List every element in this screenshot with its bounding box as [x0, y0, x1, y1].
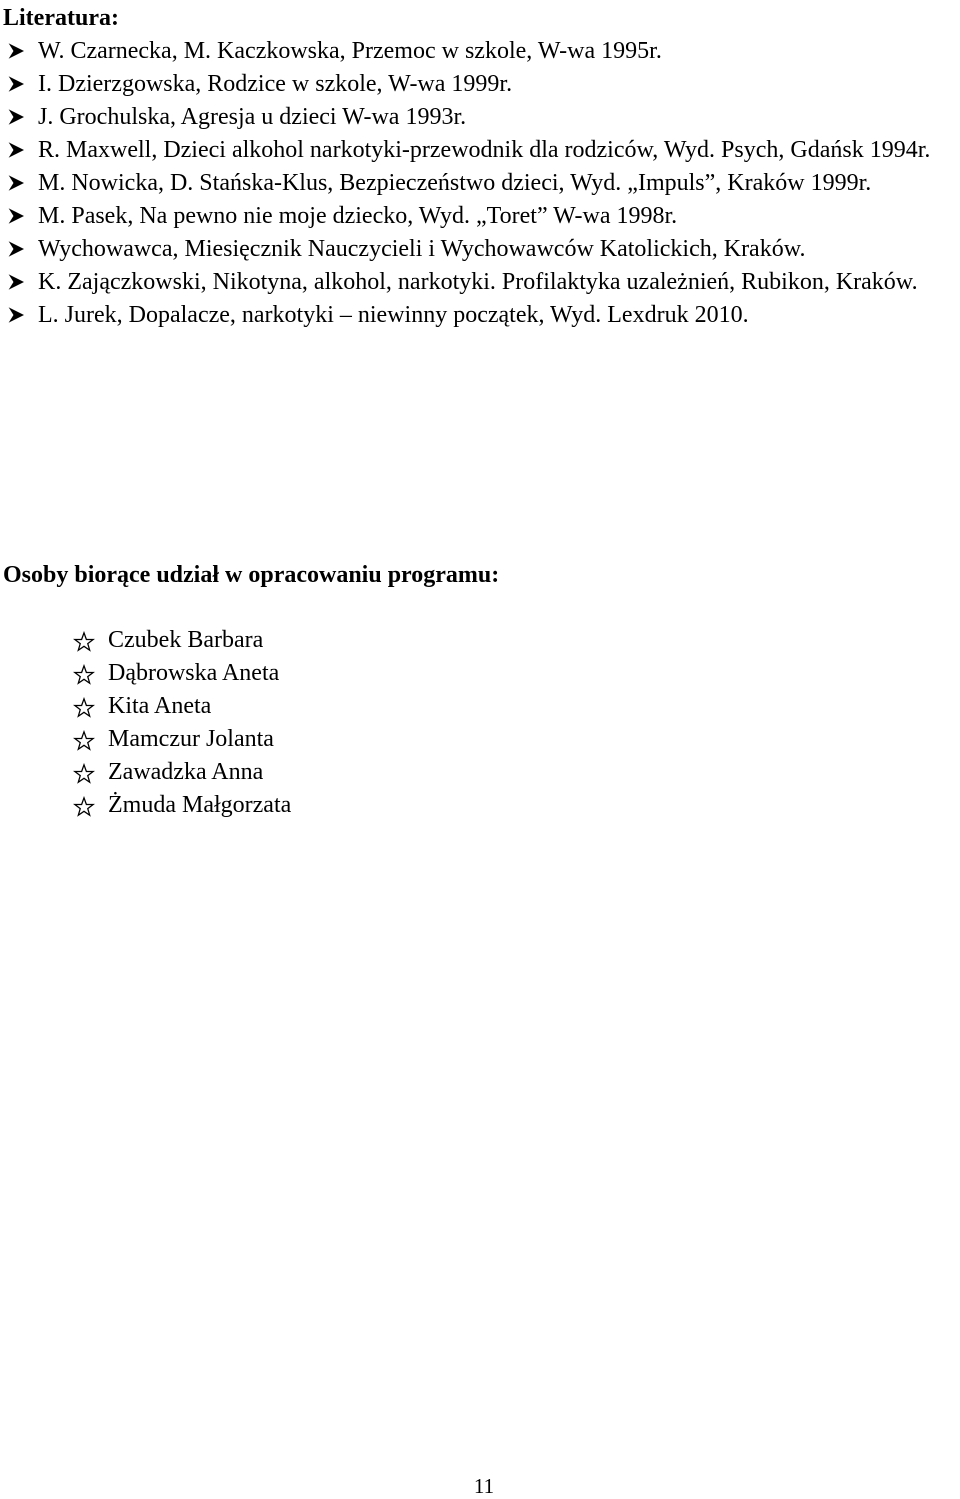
- page-number: 11: [473, 1474, 495, 1498]
- star-outline-icon: [73, 664, 95, 686]
- star-outline-icon: [73, 730, 95, 752]
- contributor-item: [0, 690, 291, 723]
- contributor-name: Kita Aneta: [108, 693, 212, 719]
- literature-item: [0, 266, 960, 299]
- contributor-name: Żmuda Małgorzata: [108, 792, 292, 818]
- literature-item: [0, 68, 960, 101]
- literature-item: [0, 167, 960, 200]
- contributors-heading: Osoby biorące udział w opracowaniu programu:: [3, 562, 500, 588]
- contributor-name: Czubek Barbara: [108, 627, 264, 653]
- literature-list: [0, 35, 960, 332]
- arrowhead-bullet-icon: [5, 233, 27, 266]
- literature-heading: Literatura:: [3, 5, 119, 31]
- literature-item: [0, 35, 960, 68]
- arrowhead-bullet-icon: [5, 35, 27, 68]
- contributors-list: [0, 624, 291, 822]
- literature-item-text: W. Czarnecka, M. Kaczkowska, Przemoc w szkole, W-wa 1995r.: [38, 38, 662, 64]
- literature-item-text: Wychowawca, Miesięcznik Nauczycieli i Wychowawców Katolickich, Kraków.: [38, 236, 806, 262]
- star-outline-icon: [73, 796, 95, 818]
- contributor-item: [0, 657, 291, 690]
- contributor-name: Dąbrowska Aneta: [108, 660, 280, 686]
- literature-item-text: J. Grochulska, Agresja u dzieci W-wa 1993r.: [38, 104, 467, 130]
- literature-item-text: L. Jurek, Dopalacze, narkotyki – niewinny początek, Wyd. Lexdruk 2010.: [38, 302, 749, 328]
- star-outline-icon: [73, 763, 95, 785]
- arrowhead-bullet-icon: [5, 134, 27, 167]
- literature-item: [0, 101, 960, 134]
- arrowhead-bullet-icon: [5, 200, 27, 233]
- literature-item-text: K. Zajączkowski, Nikotyna, alkohol, narkotyki. Profilaktyka uzależnień, Rubikon, Kraków.: [38, 269, 918, 295]
- star-outline-icon: [73, 697, 95, 719]
- literature-item-text: M. Pasek, Na pewno nie moje dziecko, Wyd. „Toret” W-wa 1998r.: [38, 203, 678, 229]
- literature-item: [0, 200, 960, 233]
- contributor-item: [0, 756, 291, 789]
- literature-item-text: M. Nowicka, D. Stańska-Klus, Bezpieczeństwo dzieci, Wyd. „Impuls”, Kraków 1999r.: [38, 170, 872, 196]
- contributor-item: [0, 723, 291, 756]
- arrowhead-bullet-icon: [5, 68, 27, 101]
- contributor-item: [0, 624, 291, 657]
- star-outline-icon: [73, 631, 95, 653]
- contributor-name: Mamczur Jolanta: [108, 726, 274, 752]
- literature-item-text: I. Dzierzgowska, Rodzice w szkole, W-wa 1999r.: [38, 71, 513, 97]
- contributor-item: [0, 789, 291, 822]
- arrowhead-bullet-icon: [5, 101, 27, 134]
- literature-item: [0, 134, 960, 167]
- arrowhead-bullet-icon: [5, 299, 27, 332]
- literature-item: [0, 233, 960, 266]
- arrowhead-bullet-icon: [5, 167, 27, 200]
- literature-item: [0, 299, 960, 332]
- literature-item-text: R. Maxwell, Dzieci alkohol narkotyki-przewodnik dla rodziców, Wyd. Psych, Gdańsk 1994r.: [38, 137, 931, 163]
- contributor-name: Zawadzka Anna: [108, 759, 264, 785]
- arrowhead-bullet-icon: [5, 266, 27, 299]
